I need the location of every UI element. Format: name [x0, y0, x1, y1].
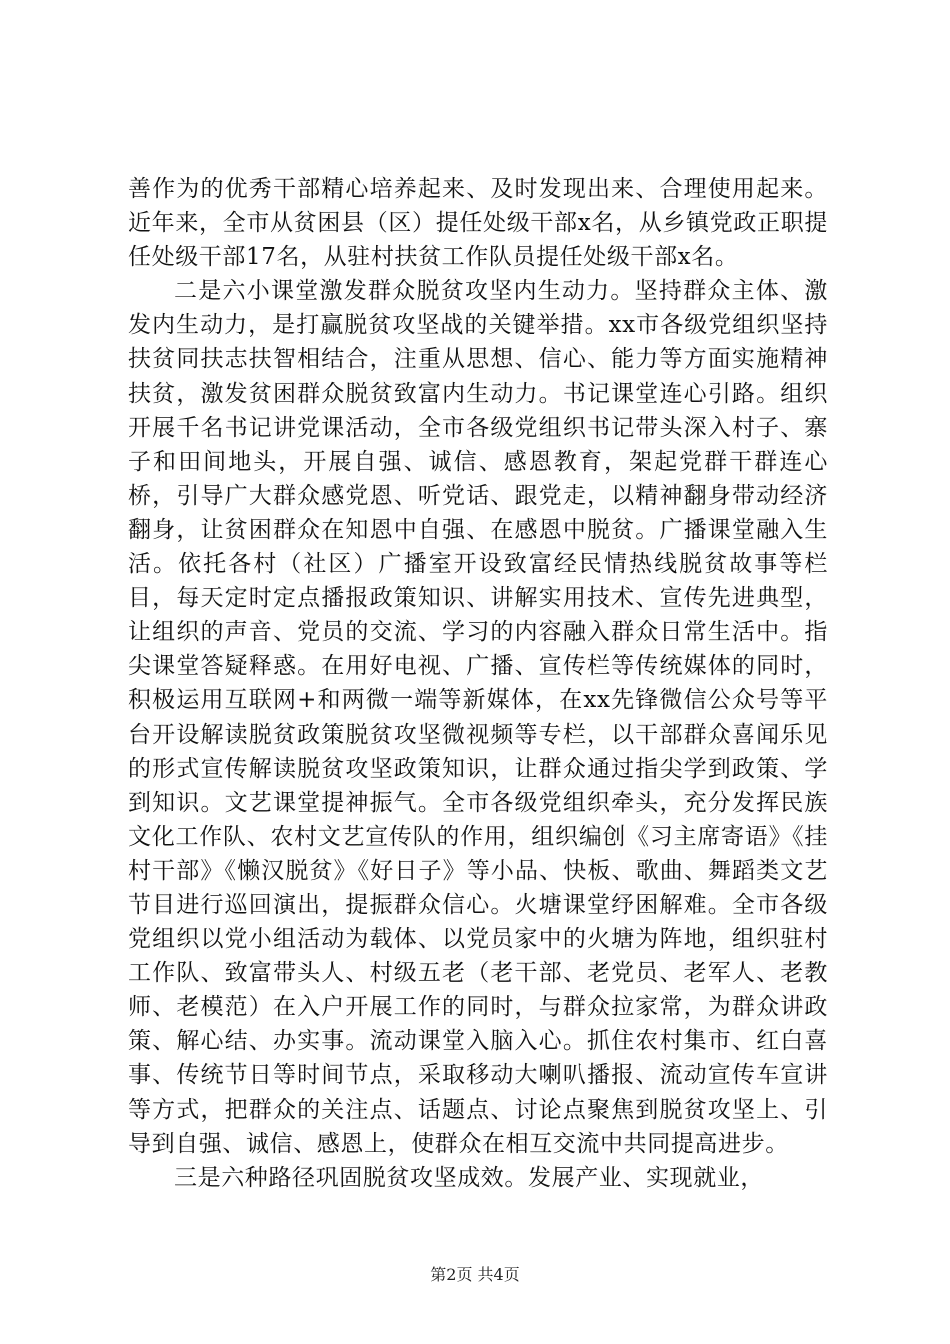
- paragraph-six-paths: 三是六种路径巩固脱贫攻坚成效。发展产业、实现就业，: [174, 1164, 764, 1191]
- page-number-footer: 第2页 共4页: [430, 1265, 520, 1284]
- paragraph-continuation: 善作为的优秀干部精心培养起来、及时发现出来、合理使用起来。近年来，全市从贫困县（区）提任处级干部x名，从乡镇党政正职提任处级干部17名，从驻村扶贫工作队员提任处级干部x名。: [128, 176, 828, 271]
- document-body: [128, 172, 828, 1195]
- paragraph-six-classrooms: 二是六小课堂激发群众脱贫攻坚内生动力。坚持群众主体、激发内生动力，是打赢脱贫攻坚战的关键举措。xx市各级党组织坚持扶贫同扶志扶智相结合，注重从思想、信心、能力等方面实施精神扶贫，激发贫困群众脱贫致富内生动力。书记课堂连心引路。组织开展千名书记讲党课活动，全市各级党组织书记带头深入村子、寨子和田间地头，开展自强、诚信、感恩教育，架起党群干群连心桥，引导广大群众感党恩、听党话、跟党走，以精神翻身带动经济翻身，让贫困群众在知恩中自强、在感恩中脱贫。广播课堂融入生活。依托各村（社区）广播室开设致富经民情热线脱贫故事等栏目，每天定时定点播报政策知识、讲解实用技术、宣传先进典型，让组织的声音、党员的交流、学习的内容融入群众日常生活中。指尖课堂答疑释惑。在用好电视、广播、宣传栏等传统媒体的同时，积极运用互联网+和两微一端等新媒体，在xx先锋微信公众号等平台开设解读脱贫政策脱贫攻坚微视频等专栏，以干部群众喜闻乐见的形式宣传解读脱贫攻坚政策知识，让群众通过指尖学到政策、学到知识。文艺课堂提神振气。全市各级党组织牵头，充分发挥民族文化工作队、农村文艺宣传队的作用，组织编创《习主席寄语》《挂村干部》《懒汉脱贫》《好日子》等小品、快板、歌曲、舞蹈类文艺节目进行巡回演出，提振群众信心。火塘课堂纾困解难。全市各级党组织以党小组活动为载体、以党员家中的火塘为阵地，组织驻村工作队、致富带头人、村级五老（老干部、老党员、老军人、老教师、老模范）在入户开展工作的同时，与群众拉家常，为群众讲政策、解心结、办实事。流动课堂入脑入心。抓住农村集市、红白喜事、传统节日等时间节点，采取移动大喇叭播报、流动宣传车宣讲等方式，把群众的关注点、话题点、讨论点聚焦到脱贫攻坚上、引导到自强、诚信、感恩上，使群众在相互交流中共同提高进步。: [128, 278, 828, 1157]
